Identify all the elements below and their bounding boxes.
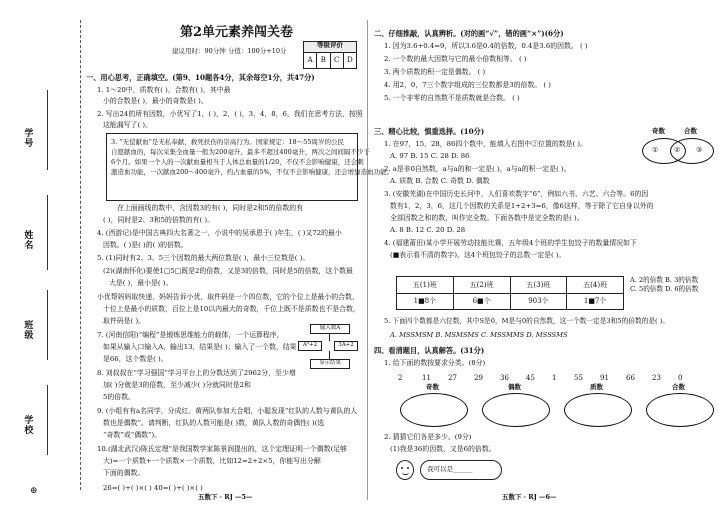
mc-q1: 1. 在97，15，28，86四个数中，能填入右图中②位置的数是( )。 xyxy=(384,140,587,148)
page-title: 第2单元素养闯关卷 xyxy=(180,25,294,40)
grade-a[interactable]: A xyxy=(304,53,317,68)
school-line[interactable] xyxy=(47,385,48,455)
number-item: 23 xyxy=(652,374,661,382)
table-header-row xyxy=(397,277,624,294)
venn-region-3: ③ xyxy=(696,146,703,154)
mc-q5-options[interactable]: A. MSSMSM B. MSMSMS C. MSSMMS D. MSSSMS xyxy=(390,330,568,339)
grade-d[interactable]: D xyxy=(347,56,353,64)
q9-line: 9. (小组有有a名同学，分成红、黄两队参加大合唱，小聪发现“红队的人数与黄队的人 xyxy=(97,407,358,415)
section-2-heading: 二、仔细推敲，认真辨析。(对的画“√”，错的画“×”)(6分) xyxy=(374,29,564,38)
venn-region-2: ② xyxy=(674,146,681,154)
mc-q1-options[interactable]: A. 97 B. 15 C. 28 D. 86 xyxy=(390,152,470,160)
number-item: 55 xyxy=(574,374,583,382)
number-item: 66 xyxy=(626,374,635,382)
q5-line2: (2)(湖南怀化)要使1□5□既是2的倍数，又是3的倍数，同时是5的倍数，这个数最 xyxy=(103,267,353,275)
venn-diagram xyxy=(640,128,716,168)
page-divider xyxy=(367,20,368,500)
number-item: 36 xyxy=(500,374,509,382)
op-box-1: A²+2 xyxy=(298,341,322,351)
q4-2-sub1: (1)我是36的因数，又是6的倍数。 xyxy=(390,445,496,453)
mc-q4: 4. (福建莆田)某小学开展劳动技能比赛，五年级4个班的学生包饺子的数量情况如下 xyxy=(384,239,637,247)
option-c[interactable]: C. 5的倍数 xyxy=(630,284,663,293)
cut-line xyxy=(80,20,81,490)
option-a[interactable]: A. 2的倍数 xyxy=(630,276,663,284)
q5-line: 5. (1)同时有2、3、5三个因数的最大两位数是( )，最小三位数是( )。 xyxy=(97,254,310,262)
group-label-composite: 合数 xyxy=(672,383,685,391)
number-item: 27 xyxy=(448,374,457,382)
judge-q5[interactable]: 5. 一个非零的自然数不是质数就是合数。 ( ) xyxy=(384,94,520,102)
left-page-footer: 五数下 · RJ —5— xyxy=(198,493,253,501)
number-item: 1 xyxy=(552,374,557,382)
name-label: 姓名 xyxy=(22,230,33,250)
table-header-cell: 五(2)班 xyxy=(453,277,510,294)
table-cell: 903个 xyxy=(510,293,567,310)
time-score-meta: 建议用时：90分钟 分值：100分+10分 xyxy=(172,47,287,55)
student-id-label: 学号 xyxy=(22,128,33,148)
number-item: 2 xyxy=(398,374,403,382)
table-header-cell: 五(1)班 xyxy=(397,277,454,294)
q4-line2: 因数。( )是( )的( )的倍数。 xyxy=(103,241,188,249)
judge-q1[interactable]: 1. 因为3.6+0.4=9，所以3.6是0.4的倍数，0.4是3.6的因数。 ( ) xyxy=(384,42,588,50)
group-ellipse-prime[interactable] xyxy=(564,393,632,427)
number-item: 0 xyxy=(678,374,683,382)
classify-groups xyxy=(396,384,718,430)
section-1-heading: 一、用心思考，正确填空。(第9、10题各4分，其余每空1分，共47分) xyxy=(86,73,315,82)
number-item: 29 xyxy=(474,374,483,382)
q2-line: 2. 写出24的所有因数，小优写了1，( )，2，( )，3，4，8，6，我们在思考方法，按照 xyxy=(97,110,363,118)
q10-answers[interactable]: 26=( )+( )×( ) 40=( )+( )×( ) xyxy=(103,484,203,492)
table-header-cell: 五(4)班 xyxy=(567,277,624,294)
group-label-even: 偶数 xyxy=(508,383,521,391)
mc-q3: 3. (安徽芜湖)在中国历史长河中，人们喜欢数字“6”，例如六书、六艺、六合等。6的因 xyxy=(384,190,649,198)
name-line[interactable] xyxy=(47,195,48,270)
cartoon-bubble xyxy=(396,458,506,484)
q3-ask-2: ( )，同时是2、3和5的倍数的有( )。 xyxy=(103,216,214,224)
q9-line2: 数也是偶数”。请判断，红队的人数可能是( )数，黄队人数的奇偶性( )(选 xyxy=(103,419,325,427)
judge-q3[interactable]: 3. 两个质数的积一定是偶数。 ( ) xyxy=(384,68,486,76)
q7-line2: 如果从输入口输入A，输出13，结果是( )；输入了一个数，结果 xyxy=(103,343,297,351)
q3-text-3: 6个月。如果一个人的一次献血量相当于人体总血量的1/20，不仅不会影响健康，还会刺 xyxy=(111,158,364,167)
grade-b[interactable]: B xyxy=(317,53,330,68)
mc-q4-line2: (■表示看不清的数字)，这4个班包饺子的总数一定是( )。 xyxy=(390,251,566,259)
q3-text-1: 3. “无偿献血”是无私奉献，救死扶伤的崇高行为。国家规定：18～55周岁的公民 xyxy=(111,138,344,146)
grade-eval-box xyxy=(303,41,357,69)
mc-q2-options[interactable]: A. 质数 B. 合数 C. 奇数 D. 偶数 xyxy=(390,177,490,185)
binding-mark: ⊕ xyxy=(30,486,38,496)
cartoon-face-icon xyxy=(396,460,414,480)
mc-q3-line3: 全部因数之和的数，叫作完全数。下面各数中是完全数的是( )。 xyxy=(390,214,584,222)
q8-line: 8. 刘叔叔在“学习强国”学习平台上的分数达到了2962分，至少增 xyxy=(97,369,296,377)
grade-eval-header: 等级评价 xyxy=(304,42,356,53)
q3-text-2: 自愿献血的，每次采集全血量一般为200毫升，最多不超过400毫升，两次之间间隔不少于 xyxy=(111,148,370,157)
right-page-footer: 五数下 · RJ —6— xyxy=(502,493,557,501)
venn-region-1: ① xyxy=(652,146,659,154)
group-ellipse-composite[interactable] xyxy=(646,393,714,427)
mc-q3-options[interactable]: A. 8 B. 12 C. 20 D. 28 xyxy=(390,226,466,234)
number-item: 45 xyxy=(526,374,535,382)
group-label-odd: 奇数 xyxy=(426,383,439,391)
q8-line2: 加( )分就是3的倍数，至少减少( )分就同时是2和 xyxy=(103,381,251,389)
q3-textbox xyxy=(106,133,394,201)
q3-ask-1: 在上面画线的数中，含因数3的有( )，同时是2和5的倍数的有 xyxy=(117,204,304,212)
option-d[interactable]: D. 6的倍数 xyxy=(665,284,699,293)
q7-line: 7. (河南信阳)“编程”是锻炼思维能力的载体，一个运算程序， xyxy=(97,331,284,339)
dumpling-table xyxy=(396,276,624,310)
q4-2-prompt: 2. 猜猜它们各是多少。(9分) xyxy=(384,433,472,441)
q6-line3: 取件码是( )。 xyxy=(103,317,146,325)
speech-bubble[interactable]: 我可以是______ xyxy=(420,460,502,480)
op-box-2: 3A+2 xyxy=(334,341,358,351)
q7-line3: 是66，这个数是( )。 xyxy=(103,355,168,363)
q3-text-4: 激造血功能，一次献血200～400毫升，约占血量的5%，不仅不会影响健康，还会增加造血功能。 xyxy=(111,168,394,177)
q10-line3: 下面的偶数。 xyxy=(103,469,145,477)
q6-line2: 十位上是最小的质数，百位上是10以内最大的奇数，千位上既不是质数也不是合数， xyxy=(103,305,360,313)
number-item: 11 xyxy=(422,374,431,382)
venn-label-odd: 奇数 xyxy=(652,127,665,135)
number-item: 91 xyxy=(600,374,609,382)
q2-line2: 这能漏写了( )。 xyxy=(103,121,152,129)
class-line[interactable] xyxy=(47,290,48,360)
q6-line: 小优帮妈妈取快递，妈妈告诉小优，取件码是一个四位数，它的个位上是最小的合数， xyxy=(97,293,359,301)
flow-arrow xyxy=(329,334,330,341)
mc-q3-line2: 数有1，2，3，6，这几个因数的关系是1+2+3=6，像6这样，等于除了它自身以外的 xyxy=(390,202,654,210)
flow-arrow xyxy=(329,351,330,359)
q4-1-prompt: 1. 给下面的数按要求分类。(8分) xyxy=(384,359,486,367)
venn-label-composite: 合数 xyxy=(684,127,697,135)
input-box: 输入数A xyxy=(310,324,350,334)
table-cell: 1■7个 xyxy=(567,293,624,310)
mc-q4-options[interactable] xyxy=(630,276,718,293)
number-row xyxy=(398,374,698,384)
program-diagram xyxy=(298,324,360,372)
q10-line: 10.(湖北武汉)陈氏定理”是我国数学家陈景润提出的，这个定理证明一个偶数(足够 xyxy=(97,445,347,453)
table-row xyxy=(397,293,624,310)
mc-q2: 2. a是非0自然数，a与a的和一定是( )，a与a的积一定是( )。 xyxy=(384,165,571,173)
option-b[interactable]: B. 3的倍数 xyxy=(665,276,699,284)
class-label: 班级 xyxy=(22,320,33,340)
q5-line3: 大是( )，最小是( )。 xyxy=(109,279,173,287)
mc-q5-block xyxy=(384,318,714,339)
group-label-prime: 质数 xyxy=(590,383,603,391)
mc-q5: 5. 下面四个数都是六位数，其中S是0，M是与0的自然数，这一个数一定是3和5的倍数的是( )。 xyxy=(384,317,670,325)
q9-line3: “奇数”或“偶数”)。 xyxy=(103,431,162,439)
judge-q2[interactable]: 2. 一个数的最大因数与它的最小倍数相等。 ( ) xyxy=(384,55,527,63)
grade-c[interactable]: C xyxy=(331,53,344,68)
q10-line2: 大)=一个质数+一个质数×一个质数，比如12=2+2×5，你能写出分解 xyxy=(103,457,321,465)
table-header-cell: 五(3)班 xyxy=(510,277,567,294)
q8-line3: 5的倍数。 xyxy=(103,393,135,401)
q4-line: 4. (西游记)是中国古典四大名著之一，小说中的吴承恩于( )年生，( )又72的最小 xyxy=(97,229,342,237)
school-label: 学校 xyxy=(22,415,33,435)
group-ellipse-odd[interactable] xyxy=(400,393,468,427)
table-cell: 1■8个 xyxy=(397,293,454,310)
section-3-heading: 三、精心比较，慎重选择。(10分) xyxy=(374,127,485,136)
student-id-line[interactable] xyxy=(47,90,48,170)
binding-margin xyxy=(0,0,85,509)
table-cell: 6■个 xyxy=(453,293,510,310)
judge-q4[interactable]: 4. 用2，0，7三个数字组成的三位数都是3的倍数。 ( ) xyxy=(384,81,551,89)
group-ellipse-even[interactable] xyxy=(482,393,550,427)
output-box: 显示结果 xyxy=(310,359,350,369)
q1-line2: 小的合数是( )，最小的奇数是( )。 xyxy=(103,97,208,105)
section-4-heading: 四、看清题目，认真解答。(31分) xyxy=(374,346,485,355)
q1-line: 1. 1～20中，质数有( )，合数有( )，其中最 xyxy=(97,86,231,94)
